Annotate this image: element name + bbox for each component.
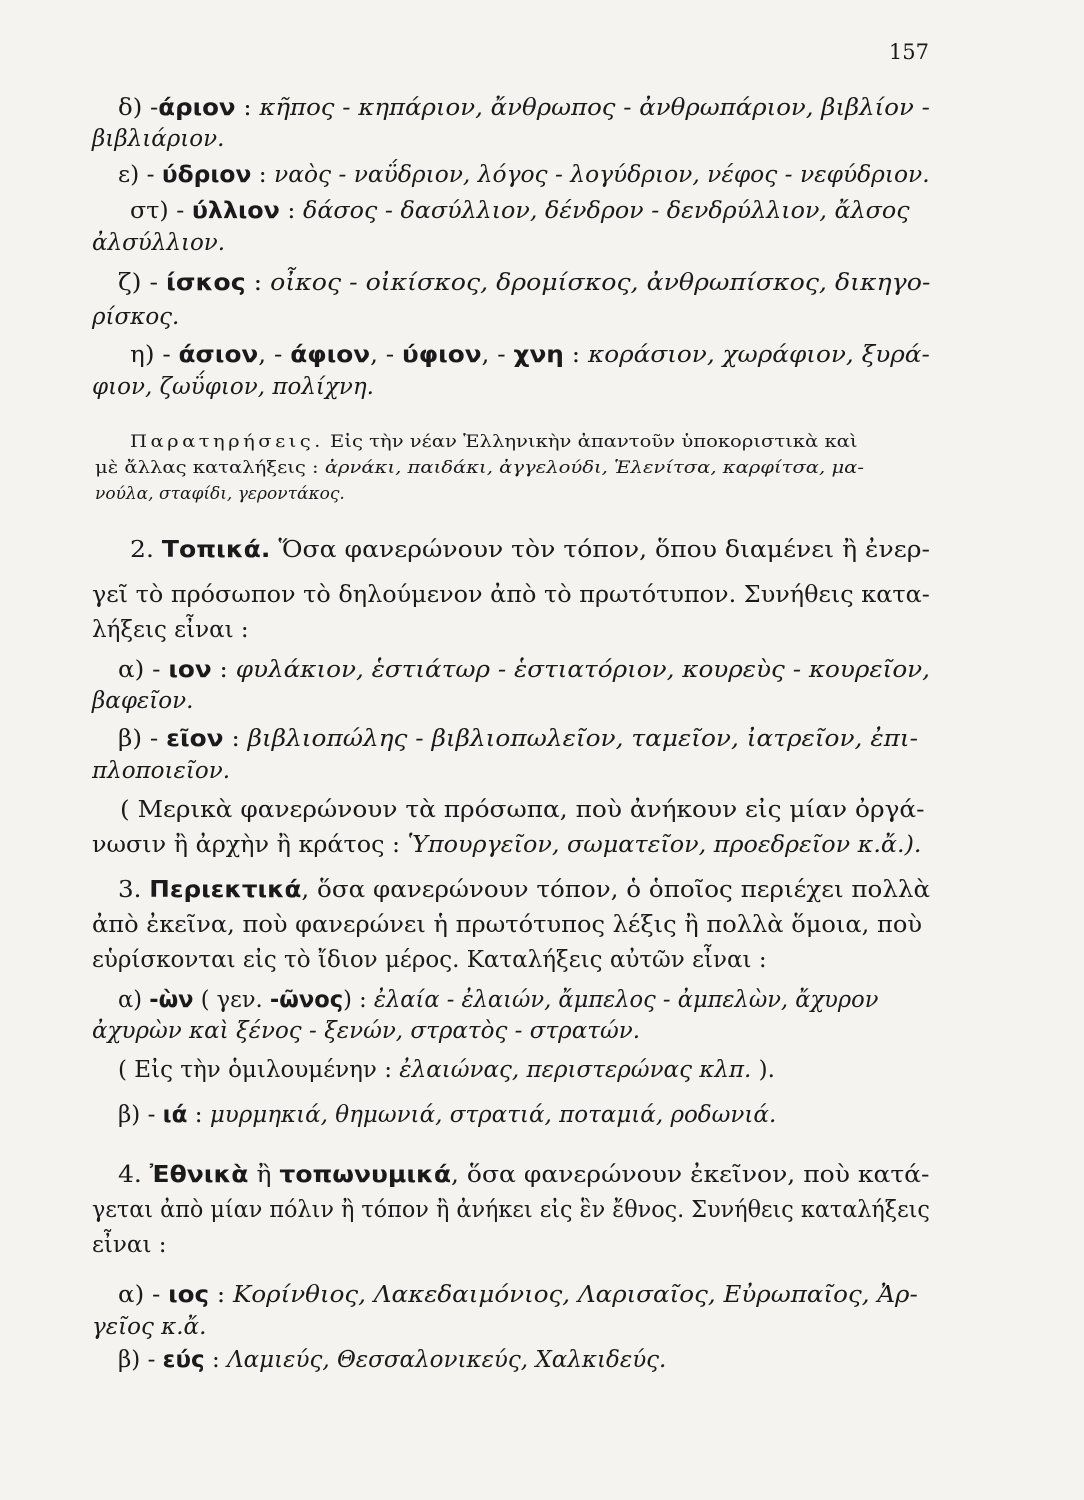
example-italic: ρίσκος. [92,304,180,330]
example-italic: νούλα, σταφίδι, γεροντάκος. [95,484,345,504]
text-run: εἶναι : [92,1232,167,1258]
term-bold: Τοπικά. [161,537,271,563]
text-line [118,1160,930,1190]
text-run: : [251,162,275,188]
text-line [92,580,930,610]
text-line [118,1100,776,1130]
term-bold: -ὼν [149,987,194,1013]
text-line [130,535,930,565]
example-italic: δάσος - δασύλλιον, δένδρον - δενδρύλλιον, ἄλσος [303,198,910,224]
text-run: β) - [118,726,167,752]
text-line [120,795,925,825]
text-run: , - [370,342,403,368]
text-run: : [245,270,271,296]
term-bold: ύδριον [161,162,252,188]
term-bold: άσιον [178,342,259,368]
text-line [130,430,858,454]
text-run: , ὅσα φανερώνουν ἐκεῖνον, ποὺ κατά- [451,1162,930,1188]
term-bold: εῖον [166,726,224,752]
example-italic: ἀχυρὼν καὶ ξένος - ξενών, στρατὸς - στρατών. [92,1018,641,1044]
text-run: Ὅσα φανερώνουν τὸν τόπον, ὅπου διαμένει ἢ ἐνερ- [270,537,930,563]
text-run: 3. [118,877,150,903]
example-italic: ἐλαία - ἐλαιών, ἄμπελος - ἀμπελὼν, ἄχυρον [373,987,879,1013]
text-run: : [204,1347,228,1373]
text-run: εὑρίσκονται εἰς τὸ ἴδιον μέρος. Καταλήξεις αὐτῶν εἶναι : [92,947,767,973]
term-bold: εύς [162,1347,205,1373]
text-run: α) - [118,657,169,683]
text-run: γεῖ τὸ πρόσωπον τὸ δηλούμενον ἀπὸ τὸ πρωτότυπον. Συνήθεις κατα- [92,582,930,608]
example-italic: Ὑπουργεῖον, σωματεῖον, προεδρεῖον κ.ἄ.). [407,832,922,858]
text-line [118,1345,666,1375]
example-italic: ἀρνάκι, παιδάκι, ἀγγελούδι, Ἑλενίτσα, καρφίτσα, μα- [324,458,864,478]
text-run: ( Μερικὰ φανερώνουν τὰ πρόσωπα, ποὺ ἀνήκουν εἰς μίαν ὀργά- [120,797,925,823]
text-line [118,655,930,685]
term-bold: άφιον [290,342,371,368]
example-italic: ἀλσύλλιον. [92,230,226,256]
text-run: ζ) - [118,270,167,296]
text-run: Παρατηρήσεις. [130,432,324,452]
text-line [130,196,910,226]
text-run: : [187,1102,210,1128]
term-bold: ίσκος [166,270,246,296]
term-bold: ιον [168,657,212,683]
term-bold: Ἐθνικὰ [149,1162,249,1188]
example-italic: βαφεῖον. [92,688,194,714]
text-line [92,756,230,786]
term-bold: Περιεκτικά [149,877,302,903]
text-run: β) - [118,1347,163,1373]
text-run: α) [118,987,150,1013]
text-run: : [235,95,260,121]
text-run: ἢ [248,1162,280,1188]
term-bold: ιά [162,1102,188,1128]
text-line [92,686,193,716]
text-run: νωσιν ἢ ἀρχὴν ἢ κράτος : [92,832,408,858]
text-line [92,1230,167,1260]
text-run: : [563,342,588,368]
text-line [92,372,374,402]
example-italic: κοράσιον, χωράφιον, ξυρά- [587,342,930,368]
text-run: λήξεις εἶναι : [92,617,249,643]
page-number: 157 [888,40,929,64]
text-line [118,93,930,123]
term-bold: ύλλιον [191,198,280,224]
text-line [118,985,878,1015]
text-run: : [223,726,248,752]
text-run: : [211,657,236,683]
text-run: γεται ἀπὸ μίαν πόλιν ἢ τόπον ἢ ἀνήκει εἰς ἓν ἔθνος. Συνήθεις καταλήξεις [92,1197,930,1223]
text-line [118,875,930,905]
text-line [118,268,930,298]
term-bold: -ῶνος [269,987,344,1013]
text-line [118,1055,775,1085]
term-bold: ιος [168,1282,210,1308]
text-run: δ) - [118,95,159,121]
example-italic: γεῖος κ.ἄ. [92,1314,207,1340]
text-run: , ὅσα φανερώνουν τόπον, ὁ ὁποῖος περιέχει πολλὰ [301,877,931,903]
text-run: η) - [130,342,179,368]
text-line [118,1280,918,1310]
text-line [92,910,922,940]
text-line [92,945,767,975]
text-line [95,456,864,480]
text-line [92,1195,930,1225]
example-italic: ἐλαιώνας, περιστερώνας κλπ. [399,1057,752,1083]
term-bold: άριον [158,95,236,121]
example-italic: ναὸς - ναΰδριον, λόγος - λογύδριον, νέφος - νεφύδριον. [274,162,930,188]
example-italic: κῆπος - κηπάριον, ἄνθρωπος - ἀνθρωπάριον, βιβλίον - [259,95,930,121]
example-italic: βιβλιάριον. [92,126,225,152]
text-line [92,228,225,258]
text-run: ε) - [118,162,162,188]
text-line [95,482,345,506]
text-run: ) : [343,987,374,1013]
text-run: ). [751,1057,775,1083]
example-italic: πλοποιεῖον. [92,758,231,784]
text-line [92,302,179,332]
text-run: 2. [130,537,162,563]
term-bold: τοπωνυμικά [279,1162,452,1188]
text-run: Εἰς τὴν νέαν Ἑλληνικὴν ἀπαντοῦν ὑποκοριστικὰ καὶ [323,432,858,452]
term-bold: χνη [513,342,564,368]
text-run: ἀπὸ ἐκεῖνα, ποὺ φανερώνει ἡ πρωτότυπος λέξις ἢ πολλὰ ὅμοια, ποὺ [92,912,922,938]
text-run: στ) - [130,198,192,224]
example-italic: Λαμιεύς, Θεσσαλονικεύς, Χαλκιδεύς. [227,1347,667,1373]
text-run: μὲ ἄλλας καταλήξεις : [95,458,325,478]
example-italic: φιον, ζωΰφιον, πολίχνη. [92,374,374,400]
example-italic: Κορίνθιος, Λακεδαιμόνιος, Λαρισαῖος, Εὐρωπαῖος, Ἀρ- [233,1282,918,1308]
example-italic: φυλάκιον, ἑστιάτωρ - ἑστιατόριον, κουρεὺς - κουρεῖον, [235,657,931,683]
text-line [130,340,930,370]
text-run: ( γεν. [193,987,270,1013]
term-bold: ύφιον [402,342,482,368]
text-run: β) - [118,1102,163,1128]
text-line [92,1312,206,1342]
example-italic: μυρμηκιά, θημωνιά, στρατιά, ποταμιά, ροδωνιά. [209,1102,777,1128]
text-run: ( Εἰς τὴν ὁμιλουμένην : [118,1057,400,1083]
text-run: α) - [118,1282,169,1308]
text-line [92,1016,640,1046]
text-run: : [279,198,304,224]
text-run: 4. [118,1162,150,1188]
text-run: , - [258,342,291,368]
example-italic: οἶκος - οἰκίσκος, δρομίσκος, ἀνθρωπίσκος, δικηγο- [270,270,931,296]
example-italic: βιβλιοπώλης - βιβλιοπωλεῖον, ταμεῖον, ἰατρεῖον, ἐπι- [247,726,919,752]
text-run: : [209,1282,234,1308]
text-line [92,830,922,860]
text-line [92,124,224,154]
text-line [92,615,249,645]
text-line [118,724,918,754]
text-run: , - [481,342,514,368]
text-line [118,160,930,190]
